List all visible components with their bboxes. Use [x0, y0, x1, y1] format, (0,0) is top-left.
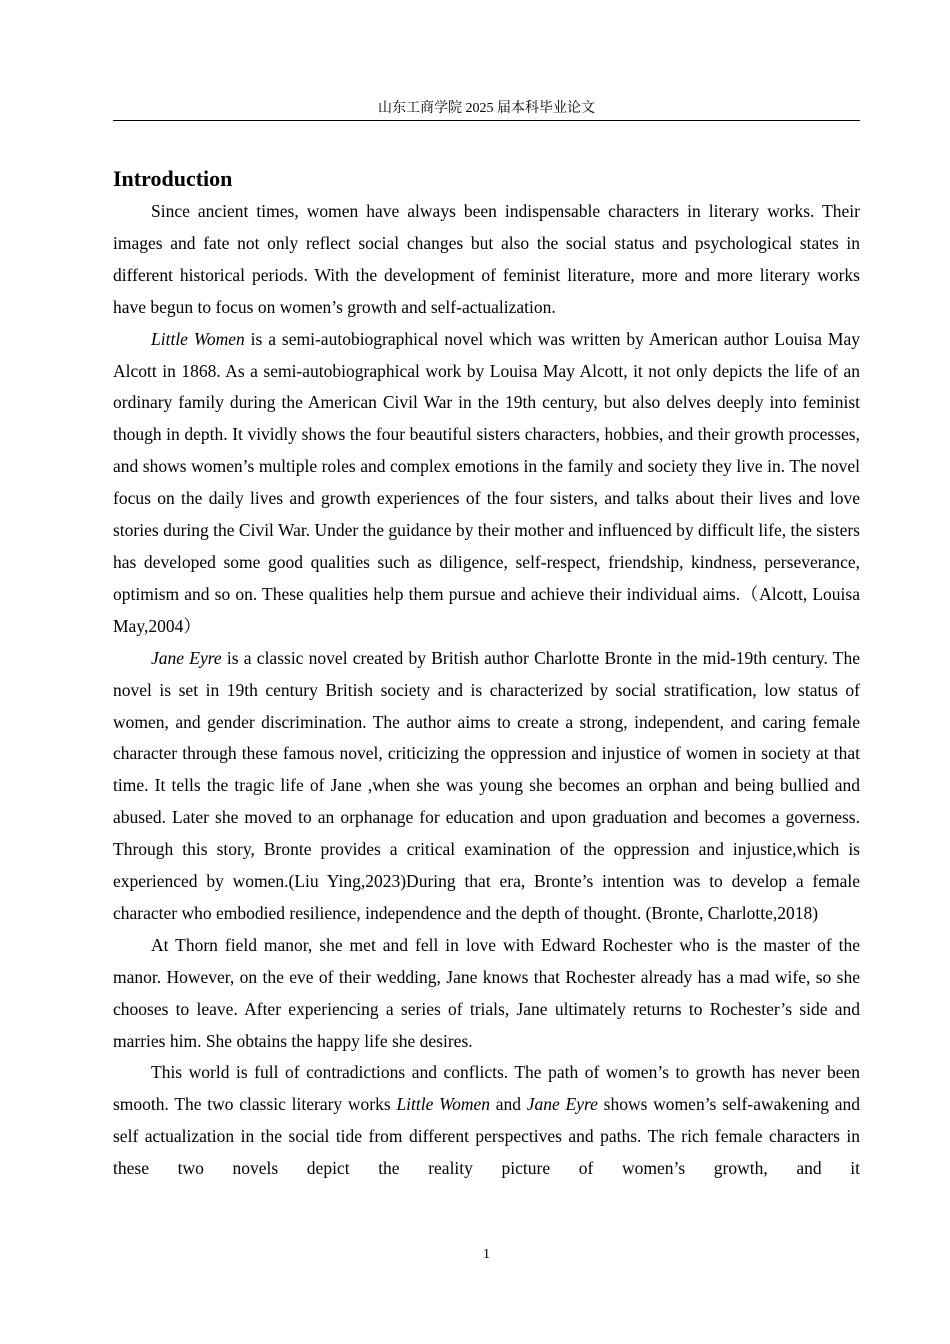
book-title-jane-eyre: Jane Eyre — [526, 1094, 598, 1115]
page-number: 1 — [483, 1247, 490, 1262]
header-rule — [113, 120, 860, 121]
book-title-little-women: Little Women — [396, 1094, 491, 1115]
section-heading: Introduction — [113, 166, 233, 191]
paragraph-1-text: Since ancient times, women have always been indispensable characters in literary works. Their images and fate not only reflect social changes but also the social status and psychological states in different historical periods. With the development of feminist literature, more and more literary works have begun to focus on women’s growth and self-actualization. — [113, 201, 860, 317]
paragraph-5-text-part-1: This world is full of contradictions and conflicts. The path of women’s to growth has never been smooth. The two classic literary works — [113, 1062, 860, 1115]
paragraph-3-text: is a classic novel created by British author Charlotte Bronte in the mid-19th century. The novel is set in 19th century British society and is characterized by social stratification, low status of women, and gender discrimination. The author aims to create a strong, independent, and caring female character through these famous novel, criticizing the oppression and injustice of women in society at that time. It tells the tragic life of Jane ,when she was young she becomes an orphan and being bullied and abused. Later she moved to an orphanage for education and upon graduation and becomes a governess. Through this story, Bronte provides a critical examination of the oppression and injustice,which is experienced by women.(Liu Ying,2023)During that era, Bronte’s intention was to develop a female character who embodied resilience, independence and the depth of thought. (Bronte, Charlotte,2018) — [113, 647, 860, 923]
paragraph-2 — [113, 324, 860, 643]
paragraph-1 — [113, 196, 860, 324]
paragraph-2-text: is a semi-autobiographical novel which was written by American author Louisa May Alcott in 1868. As a semi-autobiographical work by Louisa May Alcott, it not only depicts the life of an ordinary family during the American Civil War in the 19th century, but also delves deeply into feminist though in depth. It vividly shows the four beautiful sisters characters, hobbies, and their growth processes, and shows women’s multiple roles and complex emotions in the family and society they live in. The novel focus on the daily lives and growth experiences of the four sisters, and talks about their lives and love stories during the Civil War. Under the guidance by their mother and influenced by difficult life, the sisters has developed some good qualities such as diligence, self-respect, friendship, kindness, perseverance, optimism and so on. These qualities help them pursue and achieve their individual aims.（Alcott, Louisa May,2004） — [113, 328, 860, 636]
paragraph-4-text: At Thorn field manor, she met and fell in love with Edward Rochester who is the master of the manor. However, on the eve of their wedding, Jane knows that Rochester already has a mad wife, so she chooses to leave. After experiencing a series of trials, Jane ultimately returns to Rochester’s side and marries him. She obtains the happy life she desires. — [113, 934, 860, 1051]
book-title-little-women: Little Women — [151, 328, 245, 349]
paragraph-5 — [113, 1057, 860, 1185]
paragraph-5-text-part-2: and — [490, 1094, 527, 1115]
book-title-jane-eyre: Jane Eyre — [151, 647, 222, 668]
body-text — [113, 196, 860, 1185]
paragraph-4 — [113, 930, 860, 1058]
running-header: 山东工商学院 2025 届本科毕业论文 — [378, 101, 595, 116]
paragraph-5-text-part-3: shows women’s self-awakening and self actualization in the social tide from different perspectives and paths. The rich female characters in these two novels depict the reality picture of women’s growth, and it — [113, 1094, 861, 1179]
paragraph-3 — [113, 643, 860, 930]
